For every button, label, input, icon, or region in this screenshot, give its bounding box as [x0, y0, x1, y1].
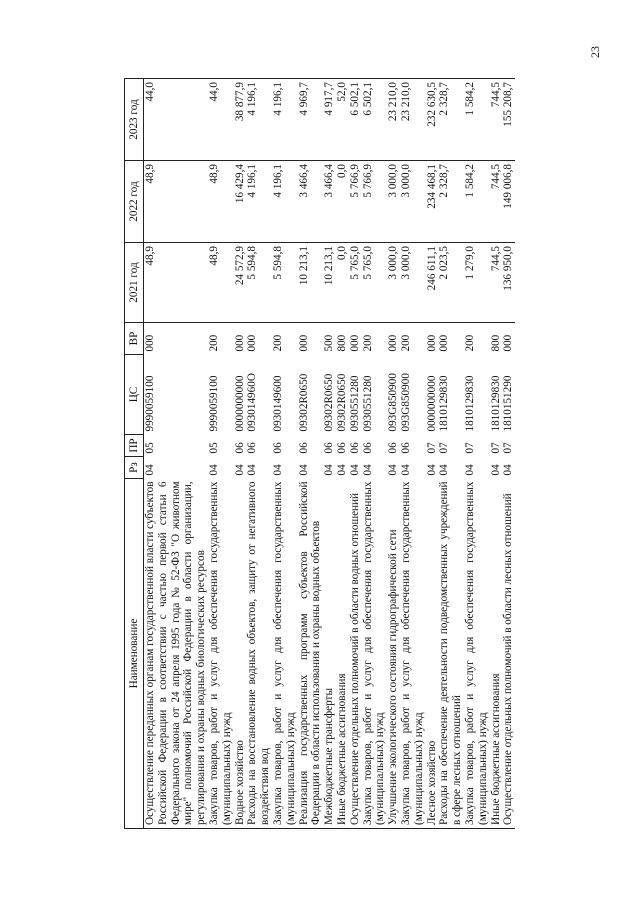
row-2022: 744,5	[490, 161, 503, 243]
row-name: Улучшение экологического состояния гидрографической сети	[387, 479, 400, 829]
row-cs: 9990059100	[207, 375, 220, 432]
row-rz: 04	[361, 464, 374, 476]
row-2022: 48,9	[208, 161, 234, 243]
row-pr: 06	[348, 442, 361, 454]
table-row	[490, 79, 503, 829]
row-cs: 9990059100	[144, 375, 156, 432]
row-2023: 4 196,1	[246, 79, 272, 161]
table-row	[246, 79, 272, 829]
row-2022: 0,0	[336, 161, 349, 243]
budget-table	[124, 78, 515, 829]
row-pr: 06	[233, 442, 246, 454]
header-2022: 2022 год	[125, 161, 144, 243]
row-2022: 149 006,8	[502, 161, 515, 243]
row-cs: 0930149600	[271, 375, 284, 432]
budget-table-sheet	[124, 79, 554, 829]
row-name: Закупка товаров, работ и услуг для обеспечения государственных (муниципальных) нужд	[464, 479, 490, 829]
row-pr: 06	[387, 442, 400, 454]
row-rz: 04	[323, 464, 336, 476]
row-2021: 24 572,9	[234, 243, 247, 323]
row-2023: 4 969,7	[298, 79, 324, 161]
row-vr: 200	[208, 323, 234, 355]
row-2023: 44,0	[208, 79, 234, 161]
row-vr: 800	[336, 323, 349, 355]
header-cs: ЦС	[125, 355, 144, 435]
row-name: Лесное хозяйство	[426, 479, 439, 829]
table-row	[387, 79, 400, 829]
row-2023: 38 877,9	[234, 79, 247, 161]
row-cs: 0000000000	[233, 375, 246, 432]
row-2021: 10 213,1	[323, 243, 336, 323]
row-cs: 1810151290	[502, 375, 515, 432]
table-row	[144, 79, 208, 829]
table-row	[323, 79, 336, 829]
row-2021: 2 023,5	[438, 243, 464, 323]
row-rz: 04	[502, 464, 515, 476]
row-cs: 0930551280	[348, 375, 361, 432]
row-2021: 3 000,0	[400, 243, 426, 323]
row-rz: 04	[335, 464, 348, 476]
row-rz: 04	[399, 464, 412, 476]
row-name: Расходы на обеспечение деятельности подведомственных учреждений в сфере лесных отношений	[438, 479, 464, 829]
row-name: Иные бюджетные ассигнования	[490, 479, 503, 829]
row-2022: 5 766,9	[349, 161, 362, 243]
row-2023: 23 210,0	[387, 79, 400, 161]
header-rz: Рз	[125, 457, 144, 479]
row-2021: 246 611,1	[426, 243, 439, 323]
row-pr: 07	[463, 442, 476, 454]
row-cs: 093G850900	[399, 373, 412, 432]
row-pr: 06	[246, 442, 259, 454]
row-rz: 04	[438, 464, 451, 476]
page-number: 23	[588, 46, 602, 58]
row-pr: 06	[323, 442, 336, 454]
row-2022: 234 468,1	[426, 161, 439, 243]
row-rz: 04	[425, 464, 438, 476]
row-pr: 07	[425, 442, 438, 454]
row-2021: 1 279,0	[464, 243, 490, 323]
row-name: Закупка товаров, работ и услуг для обеспечения государственных (муниципальных) нужд	[400, 479, 426, 829]
header-vr: ВР	[125, 323, 144, 355]
row-2021: 48,9	[144, 243, 208, 323]
table-row	[298, 79, 324, 829]
row-rz: 04	[233, 464, 246, 476]
row-cs: 09302R0650	[297, 373, 310, 432]
row-2022: 48,9	[144, 161, 208, 243]
row-vr: 800	[490, 323, 503, 355]
row-name: Осуществление отдельных полномочий в области водных отношений	[349, 479, 362, 829]
row-2022: 4 196,1	[246, 161, 272, 243]
row-rz: 04	[207, 464, 220, 476]
table-row	[208, 79, 234, 829]
row-2022: 2 328,7	[438, 161, 464, 243]
header-name: Наименование	[125, 479, 144, 829]
table-row	[426, 79, 439, 829]
row-name: Иные бюджетные ассигнования	[336, 479, 349, 829]
row-rz: 04	[489, 464, 502, 476]
row-2023: 232 630,5	[426, 79, 439, 161]
row-rz: 04	[246, 464, 259, 476]
table-row	[362, 79, 388, 829]
row-vr: 200	[362, 323, 388, 355]
row-rz: 04	[271, 464, 284, 476]
row-name: Закупка товаров, работ и услуг для обеспечения государственных (муниципальных) нужд	[362, 479, 388, 829]
row-cs: 09302R0650	[323, 373, 336, 432]
row-vr: 200	[272, 323, 298, 355]
table-row	[272, 79, 298, 829]
table-row	[400, 79, 426, 829]
row-2022: 5 766,9	[362, 161, 388, 243]
row-pr: 06	[399, 442, 412, 454]
row-2023: 155 208,7	[502, 79, 515, 161]
row-vr: 000	[144, 323, 208, 355]
row-pr: 06	[361, 442, 374, 454]
row-cs: 1810129830	[438, 375, 451, 432]
row-rz: 04	[463, 464, 476, 476]
row-name: Закупка товаров, работ и услуг для обеспечения государственных (муниципальных) нужд	[272, 479, 298, 829]
row-pr: 06	[297, 442, 310, 454]
row-vr: 000	[426, 323, 439, 355]
row-vr: 000	[349, 323, 362, 355]
row-pr: 05	[144, 442, 156, 454]
row-name: Реализация государственных программ субъектов Российской Федерации в области использования и охраны водных объектов	[298, 479, 324, 829]
header-2023: 2023 год	[125, 79, 144, 161]
row-vr: 200	[464, 323, 490, 355]
row-vr: 000	[502, 323, 515, 355]
row-rz: 04	[348, 464, 361, 476]
row-2021: 5 594,8	[272, 243, 298, 323]
table-row	[438, 79, 464, 829]
row-name: Осуществление переданных органам государственной власти субъектов Российской Федерации в соответствии с частью первой статьи 6 Федерального закона от 24 апреля 1995 года № 52-ФЗ "О животном мире" полномочий Российской Федерации в области организации, регулирования и охраны водных биологических ресурсов	[144, 479, 208, 829]
header-pr: ПР	[125, 435, 144, 457]
row-2022: 1 584,2	[464, 161, 490, 243]
row-vr: 200	[400, 323, 426, 355]
row-2022: 4 196,1	[272, 161, 298, 243]
row-2022: 3 000,0	[400, 161, 426, 243]
row-2022: 16 429,4	[234, 161, 247, 243]
row-pr: 07	[438, 442, 451, 454]
row-2023: 44,0	[144, 79, 208, 161]
row-2021: 5 594,8	[246, 243, 272, 323]
table-row	[336, 79, 349, 829]
table-row	[502, 79, 515, 829]
table-row	[234, 79, 247, 829]
table-row	[349, 79, 362, 829]
row-2023: 4 196,1	[272, 79, 298, 161]
table-header-row	[125, 79, 144, 829]
row-vr: 000	[298, 323, 324, 355]
header-2021: 2021 год	[125, 243, 144, 323]
row-2021: 136 950,0	[502, 243, 515, 323]
row-name: Осуществление отдельных полномочий в области лесных отношений	[502, 479, 515, 829]
row-cs: 0930551280	[361, 375, 374, 432]
row-vr: 500	[323, 323, 336, 355]
row-2021: 5 765,0	[362, 243, 388, 323]
row-2021: 10 213,1	[298, 243, 324, 323]
row-pr: 07	[502, 442, 515, 454]
row-rz: 04	[144, 464, 156, 476]
row-2023: 6 502,1	[349, 79, 362, 161]
row-2023: 23 210,0	[400, 79, 426, 161]
row-2021: 48,9	[208, 243, 234, 323]
row-rz: 04	[297, 464, 310, 476]
row-2023: 4 917,7	[323, 79, 336, 161]
row-2021: 5 765,0	[349, 243, 362, 323]
row-pr: 06	[271, 442, 284, 454]
row-2023: 52,0	[336, 79, 349, 161]
row-2021: 0,0	[336, 243, 349, 323]
row-2021: 3 000,0	[387, 243, 400, 323]
row-pr: 07	[489, 442, 502, 454]
row-cs: 1810129830	[489, 375, 502, 432]
table-body	[144, 79, 516, 829]
row-2021: 744,5	[490, 243, 503, 323]
row-cs: 09302R0650	[335, 373, 348, 432]
row-vr: 000	[246, 323, 272, 355]
row-2022: 3 466,4	[323, 161, 336, 243]
row-cs: 0000000000	[425, 375, 438, 432]
row-cs: 093G850900	[387, 373, 400, 432]
row-vr: 000	[234, 323, 247, 355]
row-vr: 000	[438, 323, 464, 355]
row-2022: 3 000,0	[387, 161, 400, 243]
row-2023: 744,5	[490, 79, 503, 161]
row-2022: 3 466,4	[298, 161, 324, 243]
row-vr: 000	[387, 323, 400, 355]
row-pr: 06	[335, 442, 348, 454]
row-2023: 6 502,1	[362, 79, 388, 161]
row-cs: 093014960О	[246, 373, 259, 432]
row-name: Водное хозяйство	[234, 479, 247, 829]
row-2023: 2 328,7	[438, 79, 464, 161]
row-name: Расходы на восстановление водных объектов, защиту от негативного воздействия вод	[246, 479, 272, 829]
row-2023: 1 584,2	[464, 79, 490, 161]
row-name: Межбюджетные трансферты	[323, 479, 336, 829]
row-name: Закупка товаров, работ и услуг для обеспечения государственных (муниципальных) нужд	[208, 479, 234, 829]
table-row	[464, 79, 490, 829]
row-pr: 05	[207, 442, 220, 454]
row-rz: 04	[387, 464, 400, 476]
row-cs: 1810129830	[463, 375, 476, 432]
